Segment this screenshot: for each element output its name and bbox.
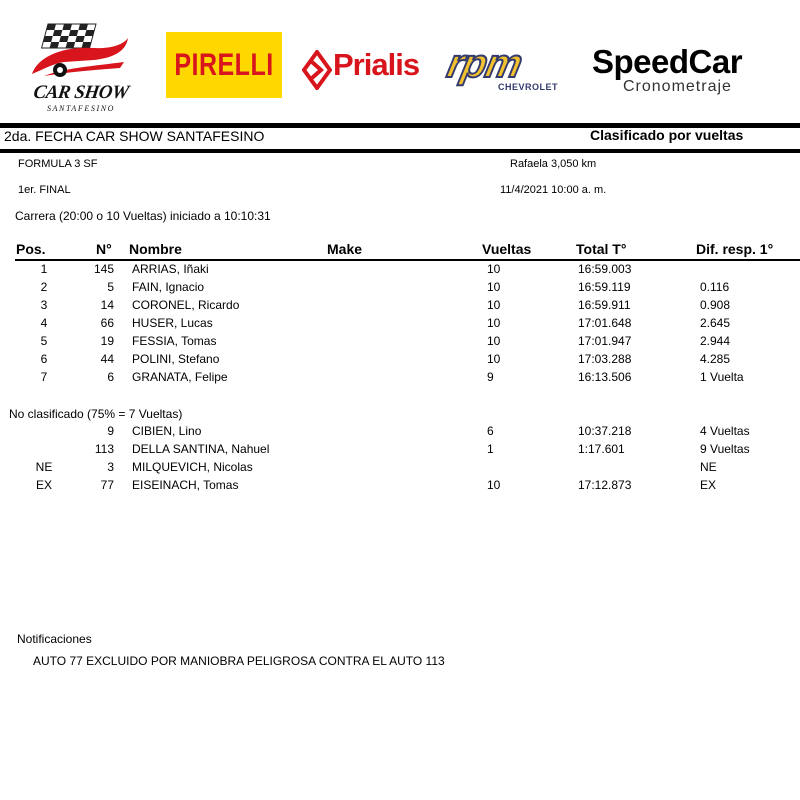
row-name: FAIN, Ignacio bbox=[132, 280, 205, 294]
speedcar-subtitle: Cronometraje bbox=[623, 78, 732, 95]
row-diff: 2.645 bbox=[700, 316, 731, 330]
col-laps: Vueltas bbox=[482, 241, 532, 257]
row-total: 17:12.873 bbox=[578, 478, 632, 492]
row-diff: NE bbox=[700, 460, 717, 474]
row-name: POLINI, Stefano bbox=[132, 352, 220, 366]
col-make: Make bbox=[327, 241, 363, 257]
notifications-title: Notificaciones bbox=[17, 632, 92, 646]
row-number: 9 bbox=[107, 424, 114, 438]
not-classified-row bbox=[0, 460, 800, 478]
prialis-wordmark: Prialis bbox=[333, 47, 420, 82]
row-laps: 10 bbox=[487, 316, 501, 330]
row-name: ARRIAS, Iñaki bbox=[132, 262, 209, 276]
datetime-label: 11/4/2021 10:00 a. m. bbox=[500, 184, 607, 196]
row-total: 16:59.911 bbox=[578, 298, 631, 312]
chevrolet-wordmark: CHEVROLET bbox=[498, 82, 559, 92]
row-laps: 1 bbox=[487, 442, 494, 456]
rpm-wordmark: rpm bbox=[443, 42, 526, 86]
row-name: CORONEL, Ricardo bbox=[132, 298, 240, 312]
row-total: 17:01.947 bbox=[578, 334, 632, 348]
row-diff: 4.285 bbox=[700, 352, 731, 366]
col-number: N° bbox=[96, 241, 112, 257]
row-total: 17:01.648 bbox=[578, 316, 632, 330]
col-pos: Pos. bbox=[16, 241, 46, 257]
result-row bbox=[0, 334, 800, 352]
session-label: 1er. FINAL bbox=[18, 184, 71, 196]
row-pos: 6 bbox=[40, 352, 48, 366]
track-label: Rafaela 3,050 km bbox=[510, 158, 597, 170]
row-diff: 0.908 bbox=[700, 298, 731, 312]
not-classified-row bbox=[0, 478, 800, 496]
result-row bbox=[0, 280, 800, 298]
row-laps: 6 bbox=[487, 424, 494, 438]
row-pos: EX bbox=[35, 478, 52, 492]
row-name: GRANATA, Felipe bbox=[132, 370, 228, 384]
result-row bbox=[0, 316, 800, 334]
row-diff: 0.116 bbox=[700, 280, 730, 294]
result-row bbox=[0, 370, 800, 388]
col-total: Total T° bbox=[576, 241, 627, 257]
row-laps: 10 bbox=[487, 298, 501, 312]
classification-mode: Clasificado por vueltas bbox=[590, 127, 744, 143]
row-pos: 7 bbox=[40, 370, 48, 384]
row-total: 16:59.119 bbox=[578, 280, 631, 294]
category-label: FORMULA 3 SF bbox=[18, 158, 98, 170]
col-diff: Dif. resp. 1° bbox=[696, 241, 774, 257]
row-pos: 2 bbox=[40, 280, 48, 294]
row-pos: 5 bbox=[40, 334, 48, 348]
result-row bbox=[0, 298, 800, 316]
row-name: DELLA SANTINA, Nahuel bbox=[132, 442, 270, 456]
row-number: 6 bbox=[107, 370, 114, 384]
row-pos: 4 bbox=[40, 316, 48, 330]
pirelli-wordmark: PIRELLI bbox=[174, 47, 274, 83]
row-name: EISEINACH, Tomas bbox=[132, 478, 239, 492]
row-laps: 9 bbox=[487, 370, 494, 384]
row-number: 113 bbox=[94, 442, 114, 456]
row-number: 14 bbox=[100, 298, 114, 312]
row-pos: NE bbox=[35, 460, 53, 474]
result-row bbox=[0, 352, 800, 370]
row-name: FESSIA, Tomas bbox=[132, 334, 217, 348]
row-number: 66 bbox=[100, 316, 114, 330]
row-laps: 10 bbox=[487, 334, 501, 348]
row-diff: 2.944 bbox=[700, 334, 731, 348]
row-total: 1:17.601 bbox=[578, 442, 625, 456]
row-number: 3 bbox=[107, 460, 114, 474]
not-classified-row bbox=[0, 424, 800, 442]
car-show-title: CAR SHOW bbox=[32, 82, 130, 103]
row-name: MILQUEVICH, Nicolas bbox=[132, 460, 253, 474]
row-name: HUSER, Lucas bbox=[132, 316, 213, 330]
row-diff: EX bbox=[700, 478, 717, 492]
col-name: Nombre bbox=[129, 241, 182, 257]
row-laps: 10 bbox=[487, 352, 501, 366]
row-pos: 1 bbox=[40, 262, 48, 276]
row-laps: 10 bbox=[487, 478, 501, 492]
row-number: 19 bbox=[100, 334, 114, 348]
row-number: 44 bbox=[100, 352, 114, 366]
row-total: 16:59.003 bbox=[578, 262, 632, 276]
not-classified-label: No clasificado (75% = 7 Vueltas) bbox=[9, 407, 183, 421]
race-info: Carrera (20:00 o 10 Vueltas) iniciado a 10:10:31 bbox=[15, 209, 271, 223]
row-number: 145 bbox=[93, 262, 114, 276]
notification-item: AUTO 77 EXCLUIDO POR MANIOBRA PELIGROSA CONTRA EL AUTO 113 bbox=[33, 654, 445, 668]
row-name: CIBIEN, Lino bbox=[132, 424, 202, 438]
row-number: 5 bbox=[107, 280, 114, 294]
car-show-subtitle: SANTAFESINO bbox=[46, 104, 116, 113]
result-row bbox=[0, 262, 800, 280]
row-laps: 10 bbox=[487, 262, 501, 276]
row-total: 17:03.288 bbox=[578, 352, 632, 366]
speedcar-wordmark: SpeedCar bbox=[592, 43, 743, 80]
row-laps: 10 bbox=[487, 280, 501, 294]
row-total: 16:13.506 bbox=[578, 370, 632, 384]
not-classified-row bbox=[0, 442, 800, 460]
row-diff: 4 Vueltas bbox=[700, 424, 750, 438]
row-diff: 9 Vueltas bbox=[700, 442, 750, 456]
row-pos: 3 bbox=[40, 298, 48, 312]
row-total: 10:37.218 bbox=[578, 424, 632, 438]
event-title: 2da. FECHA CAR SHOW SANTAFESINO bbox=[4, 128, 265, 144]
row-number: 77 bbox=[100, 478, 114, 492]
row-diff: 1 Vuelta bbox=[700, 370, 744, 384]
